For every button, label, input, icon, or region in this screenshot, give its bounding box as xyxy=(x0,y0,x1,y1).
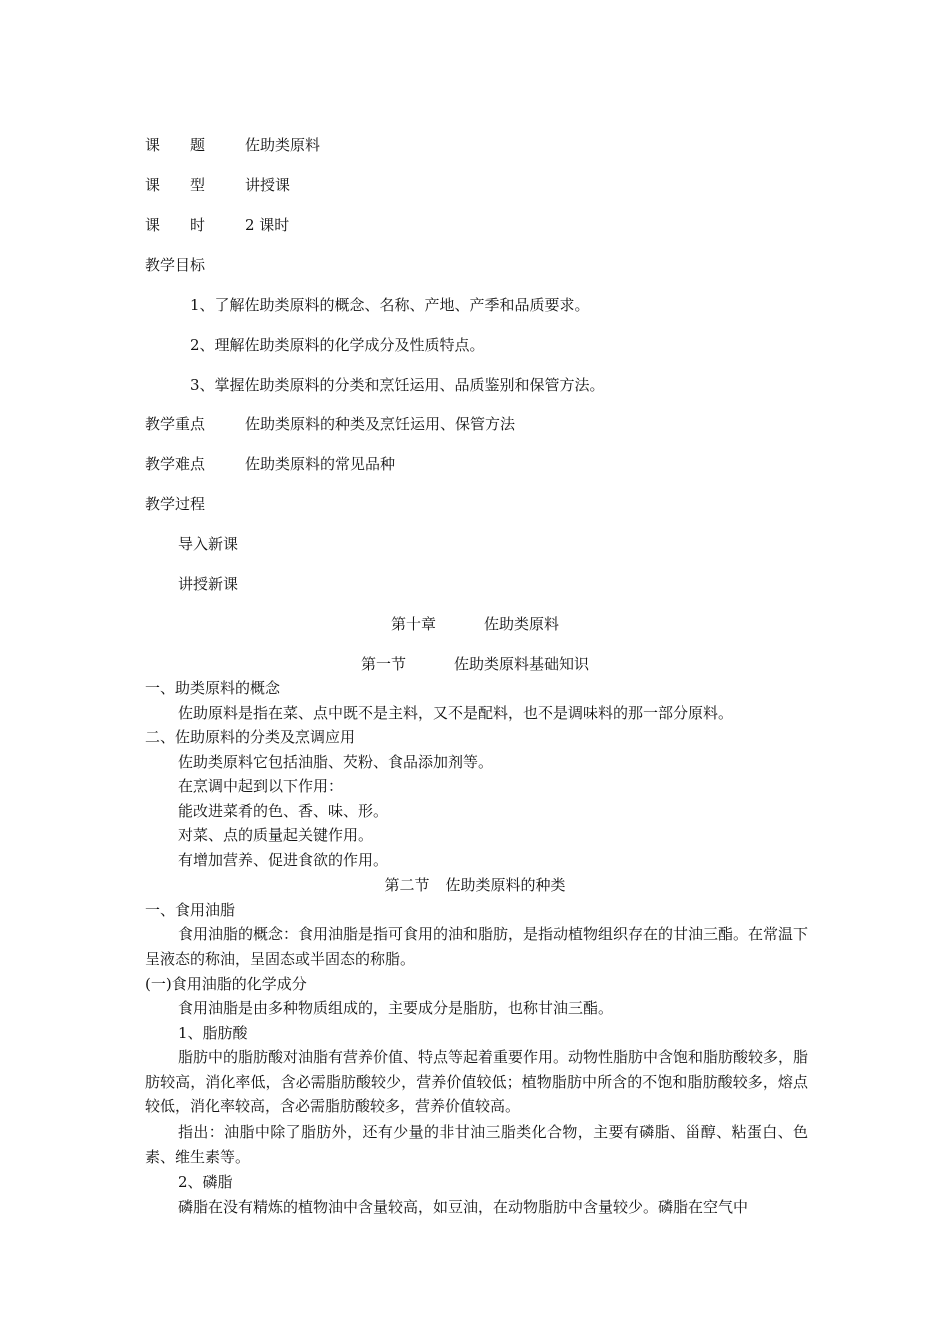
chemical-composition-heading: (一)食用油脂的化学成分 xyxy=(145,975,307,993)
objectives-title: 教学目标 xyxy=(145,256,206,274)
section2-title: 佐助类原料的种类 xyxy=(445,876,566,894)
hours-label: 课 时 xyxy=(145,216,206,234)
fatty-acid-heading: 1、脂肪酸 xyxy=(178,1024,248,1042)
chapter-number: 第十章 xyxy=(390,615,436,633)
difficulty-label: 教学难点 xyxy=(145,455,206,473)
section2-heading xyxy=(0,875,950,895)
topic-value: 佐助类原料 xyxy=(245,136,321,154)
section1-line: 对菜、点的质量起关键作用。 xyxy=(178,826,374,844)
section1-heading xyxy=(0,654,950,674)
chapter-title: 佐助类原料 xyxy=(484,615,560,633)
oil-concept-paragraph: 食用油脂的概念：食用油脂是指可食用的油和脂肪，是指动植物组织存在的甘油三酯。在常温下呈液态的称油，呈固态或半固态的称脂。 xyxy=(145,925,809,968)
type-label: 课 型 xyxy=(145,176,206,194)
type-value: 讲授课 xyxy=(245,176,291,194)
note-paragraph: 指出：油脂中除了脂肪外，还有少量的非甘油三脂类化合物，主要有磷脂、甾醇、粘蛋白、色素、维生素等。 xyxy=(145,1123,808,1166)
section2-heading-1: 一、食用油脂 xyxy=(145,901,236,919)
section1-line: 在烹调中起到以下作用： xyxy=(178,777,344,795)
objective-item: 2、理解佐助类原料的化学成分及性质特点。 xyxy=(190,336,485,354)
objective-item: 1、了解佐助类原料的概念、名称、产地、产季和品质要求。 xyxy=(190,296,590,314)
section1-title: 佐助类原料基础知识 xyxy=(454,655,590,673)
section1-paragraph: 佐助原料是指在菜、点中既不是主料，又不是配料，也不是调味料的那一部分原料。 xyxy=(178,704,734,722)
section1-line: 能改进菜肴的色、香、味、形。 xyxy=(178,802,389,820)
composition-paragraph: 食用油脂是由多种物质组成的，主要成分是脂肪，也称甘油三酯。 xyxy=(178,999,614,1017)
hours-row xyxy=(145,215,289,235)
topic-row xyxy=(145,135,320,155)
type-row xyxy=(145,175,290,195)
hours-value: 2 课时 xyxy=(245,216,290,234)
objective-item: 3、掌握佐助类原料的分类和烹饪运用、品质鉴别和保管方法。 xyxy=(190,376,605,394)
section1-number: 第一节 xyxy=(360,655,406,673)
key-point-label: 教学重点 xyxy=(145,415,206,433)
section2-number: 第二节 xyxy=(384,876,430,894)
chapter-heading xyxy=(0,614,950,634)
key-point-value: 佐助类原料的种类及烹饪运用、保管方法 xyxy=(245,415,516,433)
process-title: 教学过程 xyxy=(145,495,206,513)
process-lecture: 讲授新课 xyxy=(178,575,239,593)
phospholipid-heading: 2、磷脂 xyxy=(178,1173,233,1191)
difficulty-value: 佐助类原料的常见品种 xyxy=(245,455,396,473)
difficulty-row xyxy=(145,454,395,474)
section1-heading-2: 二、佐助原料的分类及烹调应用 xyxy=(145,728,356,746)
process-intro: 导入新课 xyxy=(178,535,239,553)
phospholipid-paragraph: 磷脂在没有精炼的植物油中含量较高，如豆油，在动物脂肪中含量较少。磷脂在空气中 xyxy=(178,1198,749,1216)
topic-label: 课 题 xyxy=(145,136,206,154)
section1-line: 佐助类原料它包括油脂、芡粉、食品添加剂等。 xyxy=(178,753,494,771)
fatty-acid-paragraph: 脂肪中的脂肪酸对油脂有营养价值、特点等起着重要作用。动物性脂肪中含饱和脂肪酸较多，脂肪较高，消化率低，含必需脂肪酸较少，营养价值较低；植物脂肪中所含的不饱和脂肪酸较多，熔点较低，消化率较高，含必需脂肪酸较多，营养价值较高。 xyxy=(145,1048,809,1115)
section1-line: 有增加营养、促进食欲的作用。 xyxy=(178,851,389,869)
section1-heading-1: 一、助类原料的概念 xyxy=(145,679,281,697)
key-point-row xyxy=(145,414,515,434)
